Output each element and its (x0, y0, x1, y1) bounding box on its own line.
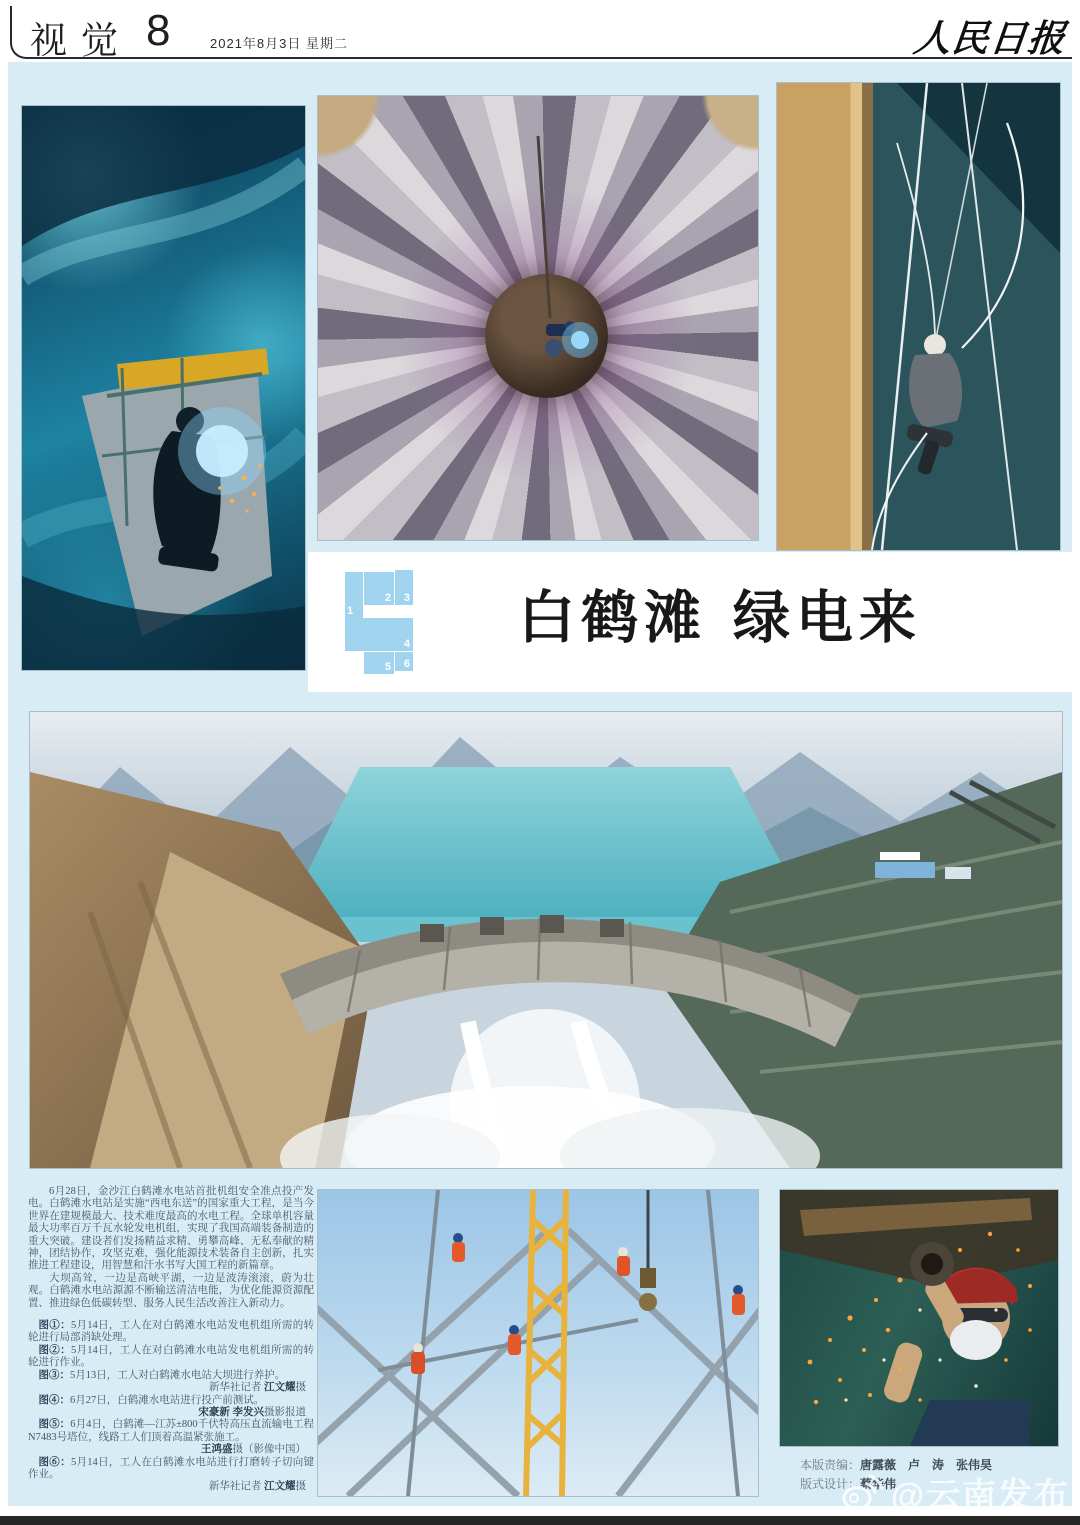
page-headline: 白鹤滩 绿电来 (518, 585, 922, 651)
photo-2-illustration (318, 96, 758, 540)
photo-5-illustration (318, 1190, 758, 1496)
issue-date: 2021年8月3日 星期二 (210, 36, 348, 51)
photo-2-turbine-runner (318, 96, 758, 540)
photo-credit: 王鸿盛摄（影像中国） (201, 1444, 306, 1456)
layout-map-block-4: 4 (345, 618, 413, 651)
weibo-watermark (839, 1468, 1070, 1517)
designer-line: 版式设计：蔡华伟 (800, 1477, 897, 1491)
photo-caption: 图②：5月14日，工人在对白鹤滩水电站发电机组所需的转轮进行作业。 (28, 1344, 315, 1369)
photo-6-grinding-worker (780, 1190, 1058, 1446)
masthead-logo: 人民日报 (911, 16, 1068, 60)
photo-caption: 图①：5月14日，工人在对白鹤滩水电站发电机组所需的转轮进行局部消缺处理。 (28, 1320, 315, 1344)
crane-column (526, 1190, 566, 1496)
layout-map-block-1: 1 (345, 572, 363, 618)
article-paragraphs (28, 1186, 314, 1310)
article-column (28, 1186, 314, 1494)
photo-credit: 宋豪新 李发兴摄影报道 (198, 1406, 306, 1418)
layout-map-block-6: 6 (395, 652, 413, 671)
photo-6-illustration (780, 1190, 1058, 1446)
bottom-edge-bar (0, 1516, 1080, 1525)
photo-5-transmission-tower (318, 1190, 758, 1496)
photo-1-illustration (22, 106, 305, 670)
photo-credit: 新华社记者 江文耀摄 (208, 1382, 306, 1394)
layout-map-block-5: 5 (364, 652, 394, 674)
photo-credit: 新华社记者 江文耀摄 (208, 1481, 306, 1493)
weibo-icon (839, 1470, 885, 1516)
article-captions (28, 1320, 314, 1494)
photo-4-baihetan-dam-aerial (30, 712, 1062, 1168)
worker-figure (906, 334, 962, 476)
watermark-handle: @云南发布 (890, 1477, 1070, 1515)
photo-layout-map (345, 570, 413, 674)
photo-caption: 图③：5月13日，工人对白鹤滩水电站大坝进行养护。 (38, 1369, 286, 1381)
photo-caption: 图⑥：5月14日，工人在白鹤滩水电站进行打磨转子切向键作业。 (28, 1456, 315, 1480)
photo-caption: 图④：6月27日，白鹤滩水电站进行投产前测试。 (38, 1394, 265, 1406)
photo-1-welder-turbine-channel (22, 106, 305, 670)
page-number: 8 (146, 6, 171, 55)
article-paragraph: 大坝高耸，一边是高峡平湖，一边是波涛滚滚，蔚为壮观。白鹤滩水电站源源不断输送清洁电能，为优化能源资源配置、推进绿色低碳转型、服务人民生活改善注入新动力。 (28, 1272, 314, 1309)
article-paragraph: 6月28日，金沙江白鹤滩水电站首批机组安全准点投产发电。白鹤滩水电站是实施“西电东送”的国家重大工程，是当今世界在建规模最大、技术难度最高的水电工程。全球单机容量最大功率百万千瓦水轮发电机组，实现了我国高端装备制造的重大突破。建设者们发扬精益求精、勇攀高峰、无私奉献的精神，团结协作，攻坚克难，强化能源技术装备自主创新，扎实推进工程建设，用智慧和汗水书写大国工程的新篇章。 (28, 1186, 314, 1272)
photo-3-illustration (777, 83, 1060, 550)
layout-map-block-2: 2 (364, 572, 394, 605)
photo-3-rope-worker (777, 83, 1060, 550)
section-label: 视觉 (30, 20, 132, 61)
layout-map-block-3: 3 (395, 570, 413, 605)
photo-4-illustration (30, 712, 1062, 1168)
photo-caption: 图⑤：6月4日，白鹤滩—江苏±800千伏特高压直流输电工程N7483号塔位，线路工人们顶着高温紧张施工。 (28, 1419, 315, 1443)
editors-line: 本版责编：唐露薇 卢 涛 张伟昊 (800, 1458, 993, 1472)
